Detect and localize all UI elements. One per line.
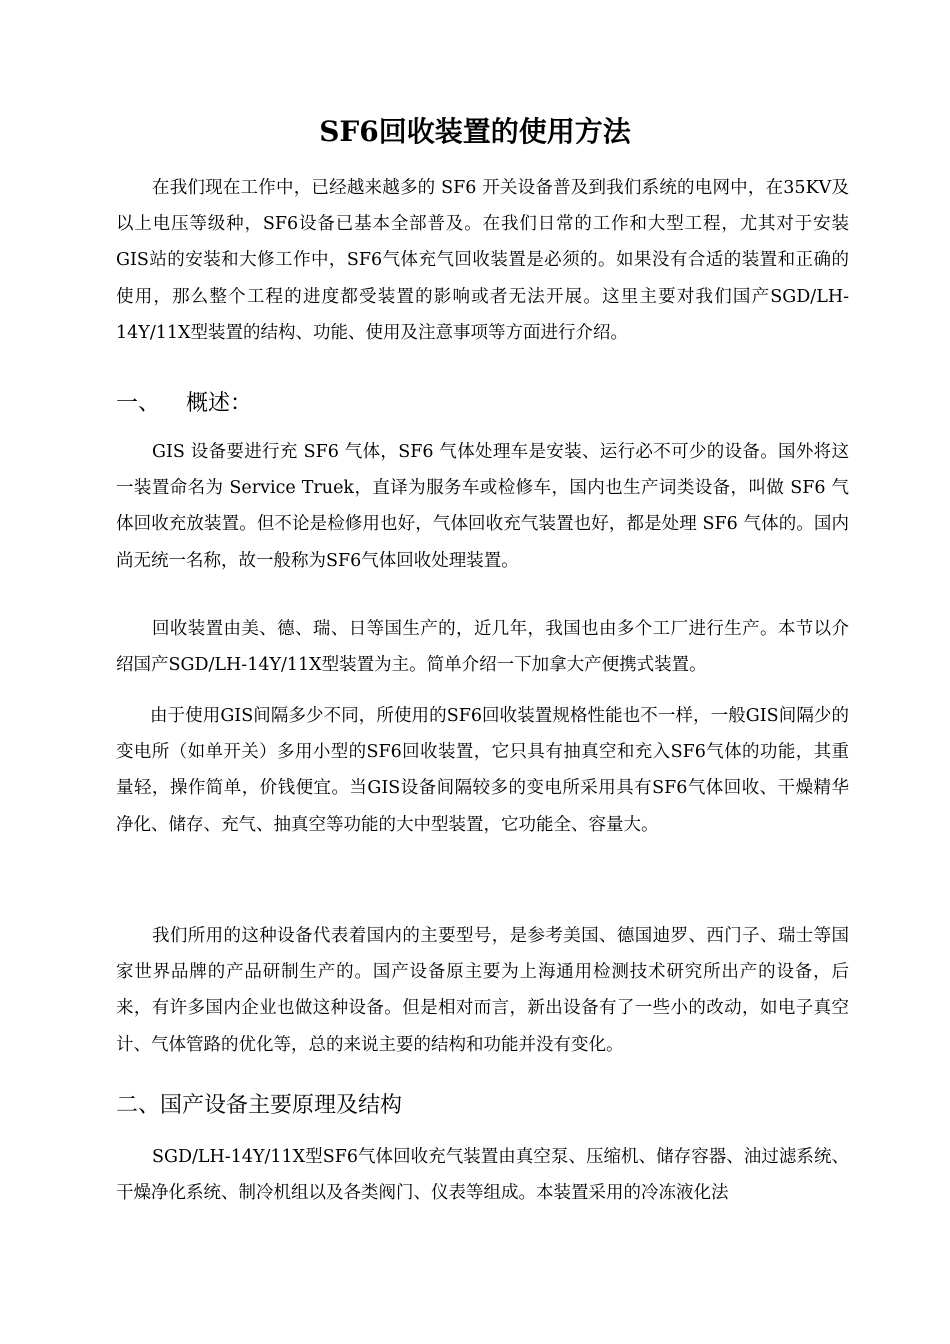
section-heading-overview bbox=[116, 388, 252, 420]
paragraph-structure: SGD/LH-14Y/11X型SF6气体回收充气装置由真空泵、压缩机、储存容器、油过滤系统、干燥净化系统、制冷机组以及各类阀门、仪表等组成。本装置采用的冷冻液化法 bbox=[116, 1147, 849, 1204]
section-title: 概述： bbox=[186, 391, 253, 416]
paragraph-domestic-models: 我们所用的这种设备代表着国内的主要型号，是参考美国、德国迪罗、西门子、瑞士等国家世界品牌的产品研制生产的。国产设备原主要为上海通用检测技术研究所出产的设备，后来，有许多国内企业也做这种设备。但是相对而言，新出设备有了一些小的改动，如电子真空计、气体管路的优化等，总的来说主要的结构和功能并没有变化。 bbox=[116, 926, 849, 1055]
section-number: 一、 bbox=[116, 391, 161, 416]
paragraph-gis-overview: GIS 设备要进行充 SF6 气体，SF6 气体处理车是安装、运行必不可少的设备。国外将这一装置命名为 Service Truek，直译为服务车或检修车，国内也生产词类设备，叫做 SF6 气体回收充放装置。但不论是检修用也好，气体回收充气装置也好，都是处理 SF6 气体的。国内尚无统一名称，故一般称为SF6气体回收处理装置。 bbox=[116, 442, 849, 571]
document-title: SF6回收装置的使用方法 bbox=[319, 115, 631, 148]
paragraph-device-sizes: 由于使用GIS间隔多少不同，所使用的SF6回收装置规格性能也不一样，一般GIS间隔少的变电所（如单开关）多用小型的SF6回收装置，它只具有抽真空和充入SF6气体的功能，其重量轻，操作简单，价钱便宜。当GIS设备间隔较多的变电所采用具有SF6气体回收、干燥精华净化、储存、充气、抽真空等功能的大中型装置，它功能全、容量大。 bbox=[116, 706, 849, 835]
section-heading-structure: 二、国产设备主要原理及结构 bbox=[116, 1093, 403, 1118]
paragraph-manufacturers: 回收装置由美、德、瑞、日等国生产的，近几年，我国也由多个工厂进行生产。本节以介绍国产SGD/LH-14Y/11X型装置为主。简单介绍一下加拿大产便携式装置。 bbox=[116, 619, 849, 676]
paragraph-intro: 在我们现在工作中，已经越来越多的 SF6 开关设备普及到我们系统的电网中，在35KV及以上电压等级种，SF6设备已基本全部普及。在我们日常的工作和大型工程，尤其对于安装GIS站的安装和大修工作中，SF6气体充气回收装置是必须的。如果没有合适的装置和正确的使用，那么整个工程的进度都受装置的影响或者无法开展。这里主要对我们国产SGD/LH-14Y/11X型装置的结构、功能、使用及注意事项等方面进行介绍。 bbox=[116, 178, 849, 343]
